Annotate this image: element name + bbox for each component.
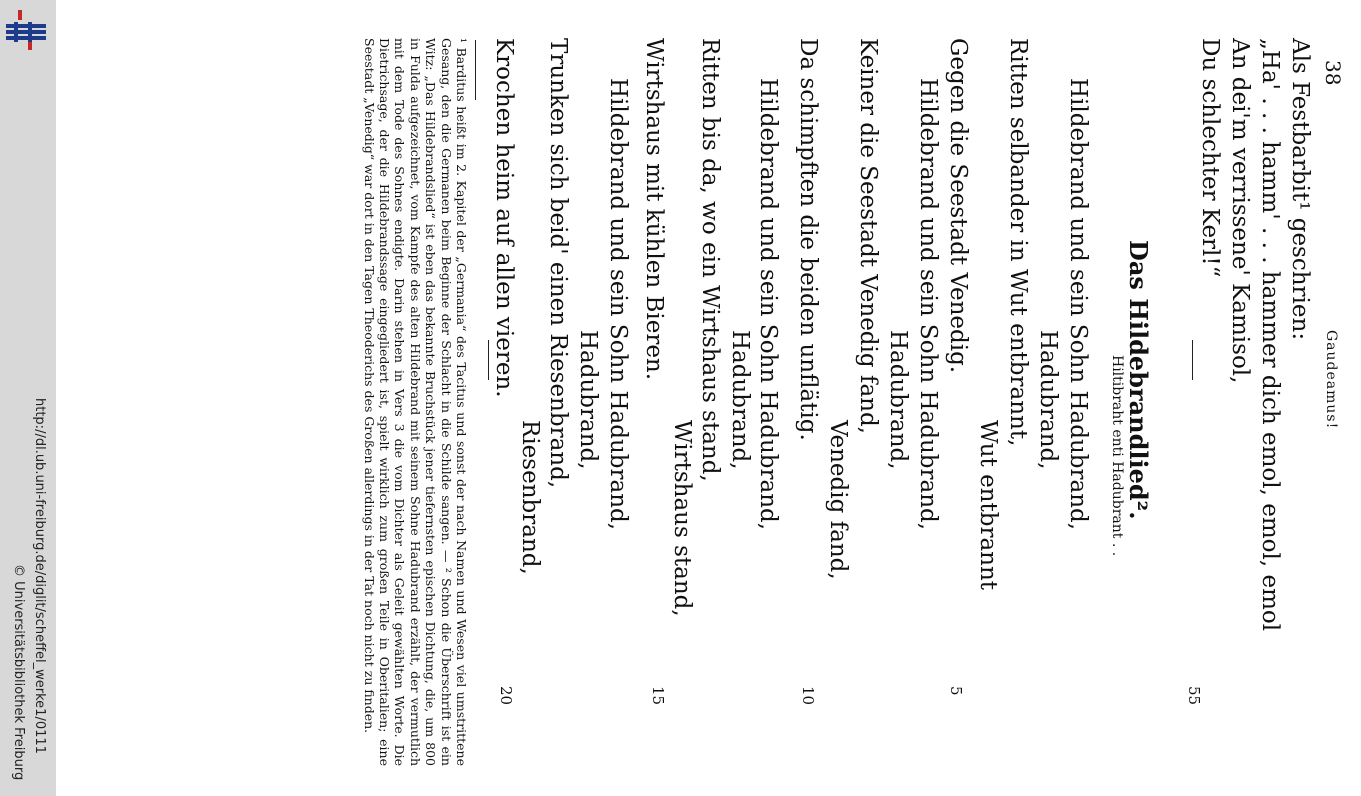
footnote: ¹ Barditus heißt im 2. Kapitel der „Germania“ des Tacitus und sonst der nach Namen und Wesen viel umstrittene Gesang, den die Germanen beim Beginne der Schlacht in die Schilde sangen. — ² Schon die Überschrift ist ein Witz: „Das Hildebrandslied“ ist eben das bekannte Bruchstück jener tiefernsten epischen Dichtung, die, um 800 in Fulda aufgezeichnet, vom Kampfe des alten Hildebrand mit seinem Sohne Hadubrand erzählt, der vermutlich mit dem Tode des Sohnes endigte. Darin stehen in Vers 3 die vom Dichter als Geleit gewählten Worte. Die Dietrichsage, der die Hildebrandssage eingegliedert ist, spielt wirklich zum großen Teile in Oberitalien; eine Seestadt „Venedig“ war dort in den Tagen Theoderichs des Großen allerdings in der Tat noch nicht zu finden. (361, 38, 469, 766)
library-logo-icon (4, 8, 48, 50)
verse-line: Hadubrand, (575, 330, 601, 470)
verse-line: Riesenbrand, (517, 420, 543, 575)
verse-line: Krochen heim auf allen vieren. (491, 38, 517, 398)
epigraph: Hiltibraht enti Hadubrant . . (1109, 355, 1125, 557)
line-number: 20 (497, 686, 515, 706)
verse-line: Hildebrand und sein Sohn Hadubrand, (755, 78, 781, 531)
scanned-page (58, 0, 1361, 796)
verse-line: Hildebrand und sein Sohn Hadubrand, (1065, 78, 1091, 531)
verse-line: „Ha' . . . hamm' . . . hammer dich emol, emol, emol (1257, 38, 1283, 632)
scanned-page-viewport (58, 0, 1361, 796)
verse-line: Da schimpften die beiden unflätig. (795, 38, 821, 441)
verse-line: Hadubrand, (885, 330, 911, 470)
verse-line: Keiner die Seestadt Venedig fand, (855, 38, 881, 434)
divider (1192, 340, 1193, 380)
verse-line: Ritten selbander in Wut entbrannt, (1005, 38, 1031, 447)
verse-line: Gegen die Seestadt Venedig. (945, 38, 971, 374)
verse-line: Hildebrand und sein Sohn Hadubrand, (605, 78, 631, 531)
verse-line: Ritten bis da, wo ein Wirtshaus stand, (697, 38, 723, 482)
poem-title: Das Hildebrandlied². (1124, 240, 1153, 520)
footnote-rule (475, 40, 476, 100)
line-number: 5 (947, 686, 965, 696)
verse-line: Hildebrand und sein Sohn Hadubrand, (915, 78, 941, 531)
line-number: 55 (1185, 686, 1203, 706)
verse-line: Trunken sich beid' einen Riesenbrand, (545, 38, 571, 489)
running-head: Gaudeamus! (1323, 330, 1339, 430)
verse-line: Venedig fand, (825, 420, 851, 580)
verse-line: Hadubrand, (1035, 330, 1061, 470)
verse-line: Wut entbrannt (975, 420, 1001, 591)
verse-line: Hadubrand, (727, 330, 753, 470)
source-url[interactable]: http://dl.ub.uni-freiburg.de/diglit/scheffel_werke1/0111 (32, 398, 47, 754)
line-number: 15 (649, 686, 667, 706)
divider (488, 340, 489, 380)
line-number: 10 (799, 686, 817, 706)
viewer-sidebar (0, 0, 56, 796)
verse-line: An dei'm verrissene' Kamisol, (1227, 38, 1253, 384)
page-number: 38 (1321, 60, 1345, 86)
verse-line: Wirtshaus stand, (669, 420, 695, 617)
verse-line: Du schlechter Kerl!“ (1197, 38, 1223, 278)
copyright-notice: © Universitätsbibliothek Freiburg (11, 564, 26, 781)
verse-line: Wirtshaus mit kühlen Bieren. (641, 38, 667, 381)
verse-line: Als Festbarbit¹ geschrien: (1287, 38, 1313, 341)
